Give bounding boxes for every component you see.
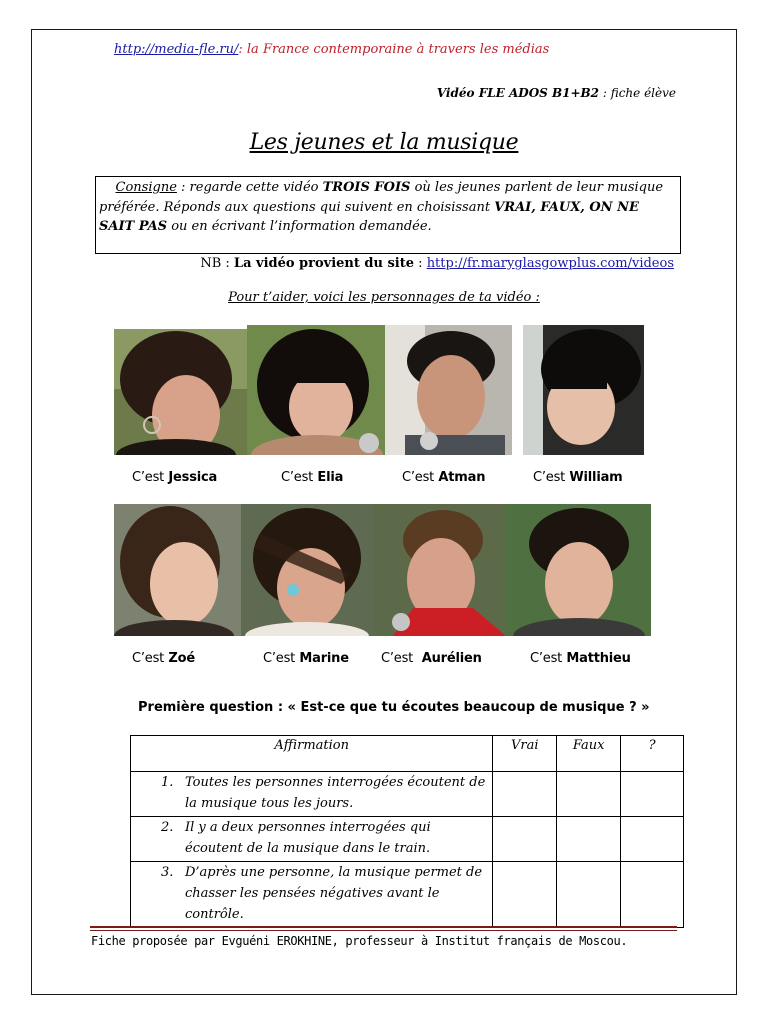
caption-aurelien — [381, 651, 482, 666]
instructions-text: ou en écrivant l’information demandée. — [167, 219, 432, 234]
note-sep: : — [414, 256, 427, 271]
answer-table — [130, 735, 684, 928]
header-faux: Faux — [557, 736, 621, 772]
photo-marine — [241, 504, 374, 636]
caption-prefix: C’est — [530, 651, 563, 666]
answer-cell-vrai[interactable] — [493, 862, 557, 928]
row-number: 3. — [161, 865, 174, 880]
caption-prefix: C’est — [281, 470, 314, 485]
answer-cell-unknown[interactable] — [621, 772, 684, 817]
photo-elia — [247, 325, 385, 455]
row-number: 1. — [161, 775, 174, 790]
table-row — [131, 772, 684, 817]
caption-name: Aurélien — [421, 651, 482, 666]
photo-aurelien — [373, 504, 506, 636]
caption-name: Matthieu — [566, 651, 631, 666]
answer-cell-unknown[interactable] — [621, 862, 684, 928]
site-link[interactable]: http://media-fle.ru/ — [114, 42, 239, 57]
row-number: 2. — [161, 820, 174, 835]
row-statement: Toutes les personnes interrogées écoutent de la musique tous les jours. — [185, 775, 486, 811]
photo-atman — [385, 325, 512, 455]
caption-atman — [402, 470, 485, 485]
header-unknown: ? — [621, 736, 684, 772]
caption-prefix: C’est — [381, 651, 414, 666]
answer-cell-vrai[interactable] — [493, 817, 557, 862]
caption-name: Jessica — [168, 470, 218, 485]
level-label: Vidéo FLE ADOS B1+B2 — [436, 86, 600, 100]
photo-zoe — [114, 504, 242, 636]
answer-cell-vrai[interactable] — [493, 772, 557, 817]
caption-prefix: C’est — [132, 470, 165, 485]
caption-prefix: C’est — [533, 470, 566, 485]
site-header — [114, 42, 549, 57]
instructions-box — [95, 176, 681, 254]
caption-william — [533, 470, 623, 485]
answer-cell-faux[interactable] — [557, 862, 621, 928]
instructions-emphasis: TROIS FOIS — [322, 180, 411, 195]
level-suffix: : fiche élève — [599, 86, 676, 100]
caption-name: Atman — [438, 470, 486, 485]
footer-rule — [90, 930, 677, 931]
photo-william — [523, 325, 644, 455]
header-affirmation: Affirmation — [131, 736, 493, 772]
source-note — [200, 256, 674, 271]
caption-matthieu — [530, 651, 631, 666]
photo-jessica — [114, 329, 248, 455]
caption-zoe — [132, 651, 195, 666]
instructions-label: Consigne — [115, 180, 177, 195]
instructions-text: : regarde cette vidéo — [176, 180, 323, 195]
photo-matthieu — [505, 504, 651, 636]
instructions-text: où les jeunes parlent de leur musique préférée. Réponds aux questions qui suivent en choisissant — [99, 180, 664, 215]
caption-name: Zoé — [168, 651, 195, 666]
answer-cell-faux[interactable] — [557, 817, 621, 862]
footer-credit: Fiche proposée par Evguéni EROKHINE, professeur à Institut français de Moscou. — [91, 934, 628, 948]
instructions-emphasis: VRAI, FAUX, ON NE SAIT PAS — [99, 199, 639, 234]
caption-name: Elia — [317, 470, 344, 485]
page-title: Les jeunes et la musique — [249, 130, 519, 155]
note-label: La vidéo provient du site — [233, 256, 415, 271]
caption-name: Marine — [299, 651, 349, 666]
note-prefix: NB : — [200, 256, 234, 271]
video-source-link[interactable]: http://fr.maryglasgowplus.com/videos — [426, 256, 674, 271]
caption-name: William — [569, 470, 623, 485]
row-statement: Il y a deux personnes interrogées qui écoutent de la musique dans le train. — [185, 820, 431, 856]
caption-prefix: C’est — [132, 651, 165, 666]
caption-marine — [263, 651, 349, 666]
worksheet-level — [437, 86, 676, 100]
table-row — [131, 817, 684, 862]
caption-jessica — [132, 470, 217, 485]
table-row — [131, 862, 684, 928]
site-tagline: : la France contemporaine à travers les médias — [238, 42, 550, 57]
footer-rule — [90, 926, 677, 928]
caption-prefix: C’est — [263, 651, 296, 666]
row-statement: D’après une personne, la musique permet de chasser les pensées négatives avant le contrôle. — [185, 865, 483, 922]
header-vrai: Vrai — [493, 736, 557, 772]
caption-elia — [281, 470, 343, 485]
caption-prefix: C’est — [402, 470, 435, 485]
answer-cell-faux[interactable] — [557, 772, 621, 817]
answer-cell-unknown[interactable] — [621, 817, 684, 862]
question-1: Première question : « Est-ce que tu écoutes beaucoup de musique ? » — [138, 700, 650, 715]
table-header-row — [131, 736, 684, 772]
characters-intro: Pour t’aider, voici les personnages de ta vidéo : — [228, 290, 540, 305]
